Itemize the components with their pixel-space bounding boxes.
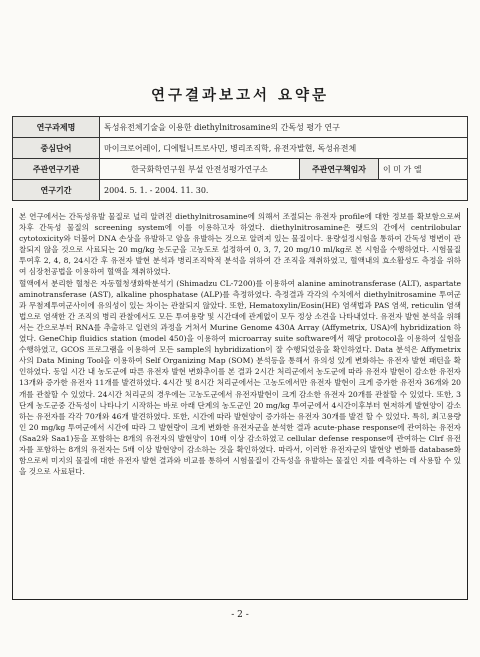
- page-number: - 2 -: [231, 610, 249, 620]
- summary-paragraph: 혈액에서 분리한 혈청은 자동혈청생화학분석기 (Shimadzu CL-7200)를 이용하여 alanine aminotransferase (ALT), aspartate aminotransferase (AST), alkaline phosphatase (ALP)를 측정하였다. 측정결과 각각의 수치에서 diethylnitrosamine 투여군과 무첨제투여군사이에 유의성이 있는 차이는 관찰되지 않았다. 또한, Hematoxylin/Eosin(HE) 염색법과 PAS 염색, reticulin 염색법으로 염색한 간 조직의 병리 관찰에서도 모든 투여용량 및 시간대에 관계없이 모두 정상 소견을 나타내었다. 유전자 발현 분석을 위해서는 간으로부터 RNA를 추출하고 일련의 과정을 거쳐서 Murine Genome 430A Array (Affymetrix, USA)에 hybridization 하였다. GeneChip fluidics station (model 450)을 이용하여 microarray suite software에서 해당 protocol을 이용하여 실험을 수행하였고, GCOS 프로그램을 이용하여 모든 sample의 hybridization이 잘 수행되었음을 확인하였다. Data 분석은 Affymetrix사의 Data Mining Tool을 이용하여 Self Organizing Map (SOM) 분석등을 통해서 유의성 있게 변화하는 유전자 발현 패턴을 확인하였다. 동일 시간 내 농도군에 따른 유전자 발현 변화추이를 본 결과 2시간 처리군에서 농도군에 따라 유전자 발현이 감소한 유전자 13개와 증가한 유전자 11개를 발견하였다. 4시간 및 8시간 처리군에서는 고농도에서만 유전자 발현이 크게 증가한 유전자 36개와 20개를 관찰할 수 있었다. 24시간 처리군의 경우에는 고농도군에서 유전자발현이 크게 감소한 유전자 20개를 관찰할 수 있었다. 또한, 3단계 농도군중 간독성이 나타나기 시작하는 바로 아래 단계의 농도군인 20 mg/kg 투여군에서 4시간이후부터 현저하게 발현양이 감소하는 유전자를 각각 70개와 46개 발견하였다. 또한, 시간에 따라 발현양이 증가하는 유전자 30개를 발견 할 수 있었다. 특히, 최고용량인 20 mg/kg 투여군에서 시간에 따라 그 발현량이 크게 변화한 유전자군을 분석한 결과 acute-phase response에 관여하는 유전자(Saa2와 Saa1)등을 포함하는 8개의 유전자의 발현양이 10배 이상 감소하였고 cellular defense response에 관여하는 Clrf 유전자를 포함하는 8개의 유전자는 5배 이상 발현양이 감소하는 것을 확인하였다. 따라서, 이러한 유전자군의 발현양 변화를 database화함으로써 미지의 물질에 대한 유전자 발현 결과와 비교를 통하여 시험물질이 간독성을 유발하는 물질인 지를 예측하는 데 사용할 수 있을 것으로 사료된다.: [19, 278, 461, 477]
- period-row: [13, 180, 468, 201]
- pi-value: 이 미 가 엘: [379, 159, 468, 180]
- keywords-row: [13, 138, 468, 159]
- org-value: 한국화학연구원 부설 안전성평가연구소: [100, 159, 300, 180]
- project-value: 독성유전체기술을 이용한 diethylnitrosamine의 간독성 평가 연구: [100, 117, 468, 138]
- keywords-value: 마이크로어레이, 디에틸니트로사민, 병리조직학, 유전자발현, 독성유전체: [100, 138, 468, 159]
- project-info-table: [12, 116, 468, 201]
- document-title: 연구결과보고서 요약문: [150, 87, 330, 104]
- project-label: 연구과제명: [13, 117, 100, 138]
- summary-paragraph: 본 연구에서는 간독성유발 물질로 널리 알려진 diethylnitrosamine에 의해서 조절되는 유전자 profile에 대한 정보를 확보함으로써 차후 간독성 물질의 screening system에 이를 이용하고자 하였다. diethylnitrosamine은 랫드의 간에서 centrilobular cytotoxicity와 더불어 DNA 손상을 유발하고 암을 유발하는 것으로 알려져 있는 물질이다. 용량설정시험을 통하여 간독성 병변이 관찰되지 않을 것으로 사료되는 20 mg/kg 농도군을 고농도로 설정하여 0, 3, 7, 20 mg/10 ml/kg로 본 시험을 수행하였다. 시험물질 투여후 2, 4, 8, 24시간 후 유전자 발현 분석과 병리조직학적 분석을 위하여 간 조직을 채취하였고, 혈액내의 효소활성도 측정을 위하여 심장천공법을 이용하여 혈액을 채취하였다.: [19, 212, 461, 277]
- org-label: 주관연구기관: [13, 159, 100, 180]
- period-value: 2004. 5. 1. - 2004. 11. 30.: [100, 180, 468, 201]
- summary-body: [12, 208, 468, 600]
- org-row: [13, 159, 468, 180]
- period-label: 연구기간: [13, 180, 100, 201]
- keywords-label: 중심단어: [13, 138, 100, 159]
- pi-label: 주관연구책임자: [300, 159, 379, 180]
- project-row: [13, 117, 468, 138]
